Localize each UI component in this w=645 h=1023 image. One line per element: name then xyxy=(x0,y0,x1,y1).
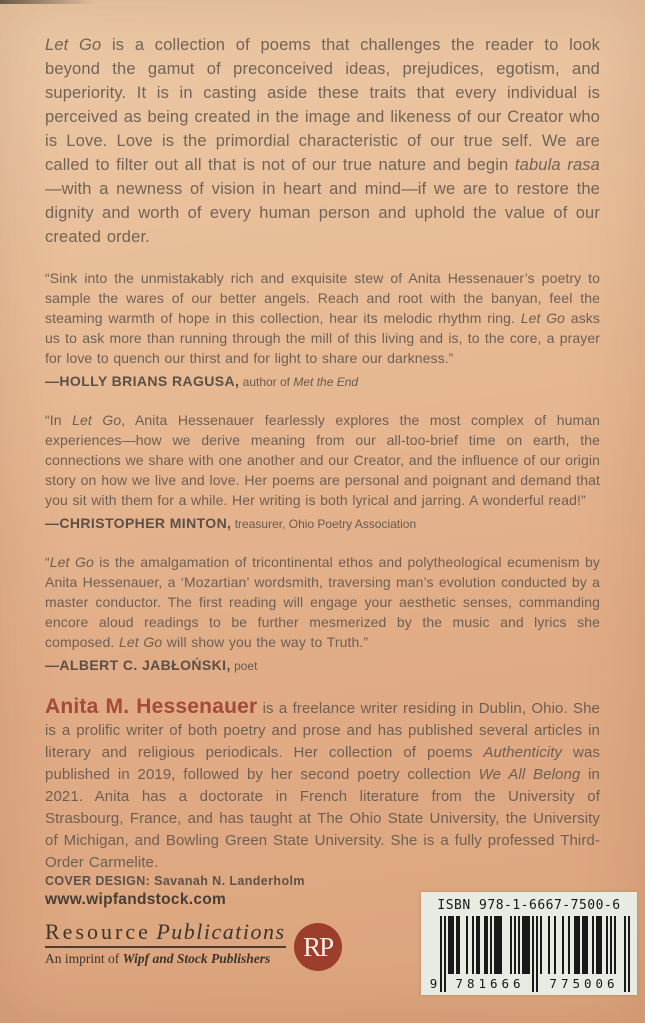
imprint-name-roman: Resource xyxy=(45,919,151,944)
imprint-name xyxy=(45,919,286,948)
imprint-name-italic: Publications xyxy=(156,919,286,944)
barcode-digits-right: 775006 xyxy=(549,976,619,991)
imprint-tagline-prefix: An imprint of xyxy=(45,951,123,966)
imprint-tagline xyxy=(45,951,286,967)
synopsis-paragraph: Let Go is a collection of poems that challenges the reader to look beyond the gamut of preconceived ideas, prejudices, egotism, and superiority. It is in casting aside these traits that every individual is perceived as being created in the image and likeness of our Creator who is Love. Love is the primordial characteristic of our true self. We are called to filter out all that is not of our true nature and begin tabula rasa—with a newness of vision in heart and mind—if we are to restore the dignity and worth of every human person and uphold the value of our created order. xyxy=(45,36,600,246)
barcode-digit-lead: 9 xyxy=(429,976,438,991)
footer xyxy=(45,874,637,995)
imprint-tagline-publisher: Wipf and Stock Publishers xyxy=(122,951,271,966)
blurb-attribution: —CHRISTOPHER MINTON, treasurer, Ohio Poetry Association xyxy=(45,515,417,531)
author-bio: Anita M. Hessenauer is a freelance writer residing in Dublin, Ohio. She is a prolific writer of both poetry and prose and has published several articles in literary and religious periodicals. Her collection of poems Authenticity was published in 2019, followed by her second poetry collection We All Belong in 2021. Anita has a doctorate in French literature from the University of Strasbourg, France, and has taught at The Ohio State University, the University of Michigan, and Bowling Green State University. She is a fully professed Third-Order Carmelite. xyxy=(45,695,601,871)
endorsement-3 xyxy=(45,552,600,675)
publisher-block xyxy=(45,874,342,995)
blurb-attribution: —HOLLY BRIANS RAGUSA, author of Met the End xyxy=(45,373,359,389)
publisher-website: www.wipfandstock.com xyxy=(45,891,227,908)
isbn-barcode-box xyxy=(421,892,637,995)
cover-design-credit: COVER DESIGN: Savanah N. Landerholm xyxy=(45,874,305,888)
endorsement-2 xyxy=(45,410,600,533)
blurb-quote: “In Let Go, Anita Hessenauer fearlessly explores the most complex of human experiences—how we derive meaning from our all-too-brief time on earth, the connections we share with one another and our Creator, and the influence of our origin story on how we live and love. Her poems are personal and poignant and demand that you sit with them for a while. Her writing is both lyrical and jarring. A wonderful read!” xyxy=(45,412,600,508)
endorsement-1 xyxy=(45,268,600,391)
isbn-label: ISBN 978-1-6667-7500-6 xyxy=(437,898,621,913)
rp-logo-icon xyxy=(294,923,342,971)
photo-edge-shadow xyxy=(0,0,95,4)
rp-logo-letters: RP xyxy=(303,931,333,962)
blurb-quote: “Let Go is the amalgamation of tricontinental ethos and polytheological ecumenism by Anita Hessenauer, a ‘Mozartian’ wordsmith, traversing man’s evolution conducted by a master conductor. The first reading will engage your aesthetic senses, commanding encore aloud readings to be further mesmerized by the music and lyrics she composed. Let Go will show you the way to Truth.” xyxy=(45,554,600,650)
barcode-digits xyxy=(428,976,630,992)
blurb-attribution: —ALBERT C. JABŁOŃSKI, poet xyxy=(45,657,258,673)
blurb-quote: “Sink into the unmistakably rich and exquisite stew of Anita Hessenauer’s poetry to sample the wares of our better angels. Reach and root with the banyan, feel the steaming warmth of hope in this collection, hear its melodic rhythm ring. Let Go asks us to ask more than running through the mill of this living and is, to the core, a prayer for love to quench our thirst and for light to share our darkness.” xyxy=(45,270,600,366)
ean13-barcode xyxy=(428,916,630,992)
imprint-text xyxy=(45,919,286,967)
imprint-logo-block xyxy=(45,919,342,971)
barcode-digits-left: 781666 xyxy=(455,976,525,991)
